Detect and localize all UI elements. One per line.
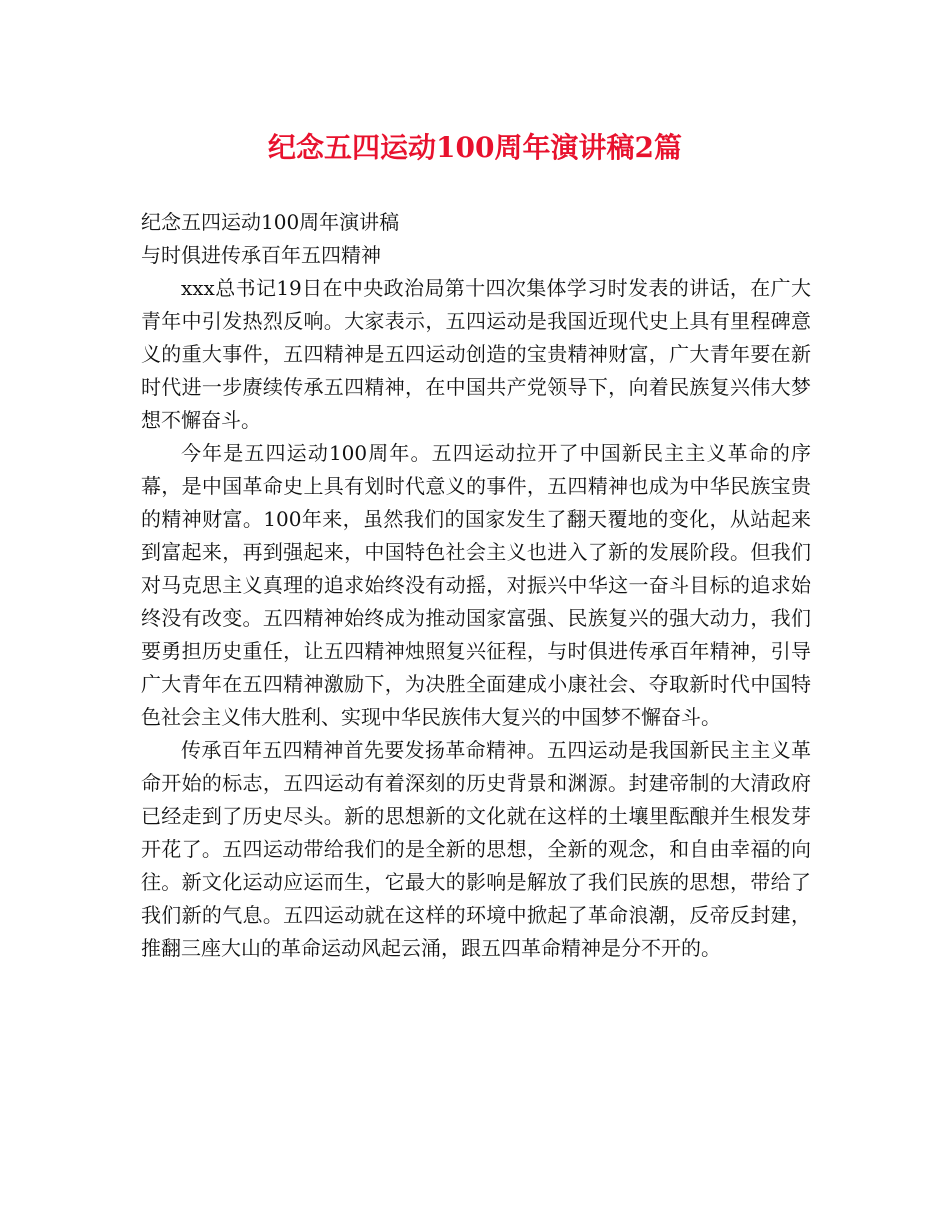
document-body (141, 206, 811, 965)
document-title: 纪念五四运动100周年演讲稿2篇 (268, 131, 682, 164)
subtitle-speech-title: 纪念五四运动100周年演讲稿 (141, 210, 400, 234)
subtitle-speech-theme: 与时俱进传承百年五四精神 (141, 243, 381, 267)
paragraph-3: 传承百年五四精神首先要发扬革命精神。五四运动是我国新民主主义革命开始的标志，五四运动有着深刻的历史背景和渊源。封建帝制的大清政府已经走到了历史尽头。新的思想新的文化就在这样的土壤里酝酿并生根发芽开花了。五四运动带给我们的是全新的思想，全新的观念，和自由幸福的向往。新文化运动应运而生，它最大的影响是解放了我们民族的思想，带给了我们新的气息。五四运动就在这样的环境中掀起了革命浪潮，反帝反封建，推翻三座大山的革命运动风起云涌，跟五四革命精神是分不开的。 (141, 738, 811, 960)
paragraph-1: xxx总书记19日在中央政治局第十四次集体学习时发表的讲话，在广大青年中引发热烈反响。大家表示，五四运动是我国近现代史上具有里程碑意义的重大事件，五四精神是五四运动创造的宝贵精神财富，广大青年要在新时代进一步赓续传承五四精神，在中国共产党领导下，向着民族复兴伟大梦想不懈奋斗。 (141, 276, 811, 432)
paragraph-2: 今年是五四运动100周年。五四运动拉开了中国新民主主义革命的序幕，是中国革命史上具有划时代意义的事件，五四精神也成为中华民族宝贵的精神财富。100年来，虽然我们的国家发生了翻天覆地的变化，从站起来到富起来，再到强起来，中国特色社会主义也进入了新的发展阶段。但我们对马克思主义真理的追求始终没有动摇，对振兴中华这一奋斗目标的追求始终没有改变。五四精神始终成为推动国家富强、民族复兴的强大动力，我们要勇担历史重任，让五四精神烛照复兴征程，与时俱进传承百年精神，引导广大青年在五四精神激励下，为决胜全面建成小康社会、夺取新时代中国特色社会主义伟大胜利、实现中华民族伟大复兴的中国梦不懈奋斗。 (141, 441, 811, 729)
